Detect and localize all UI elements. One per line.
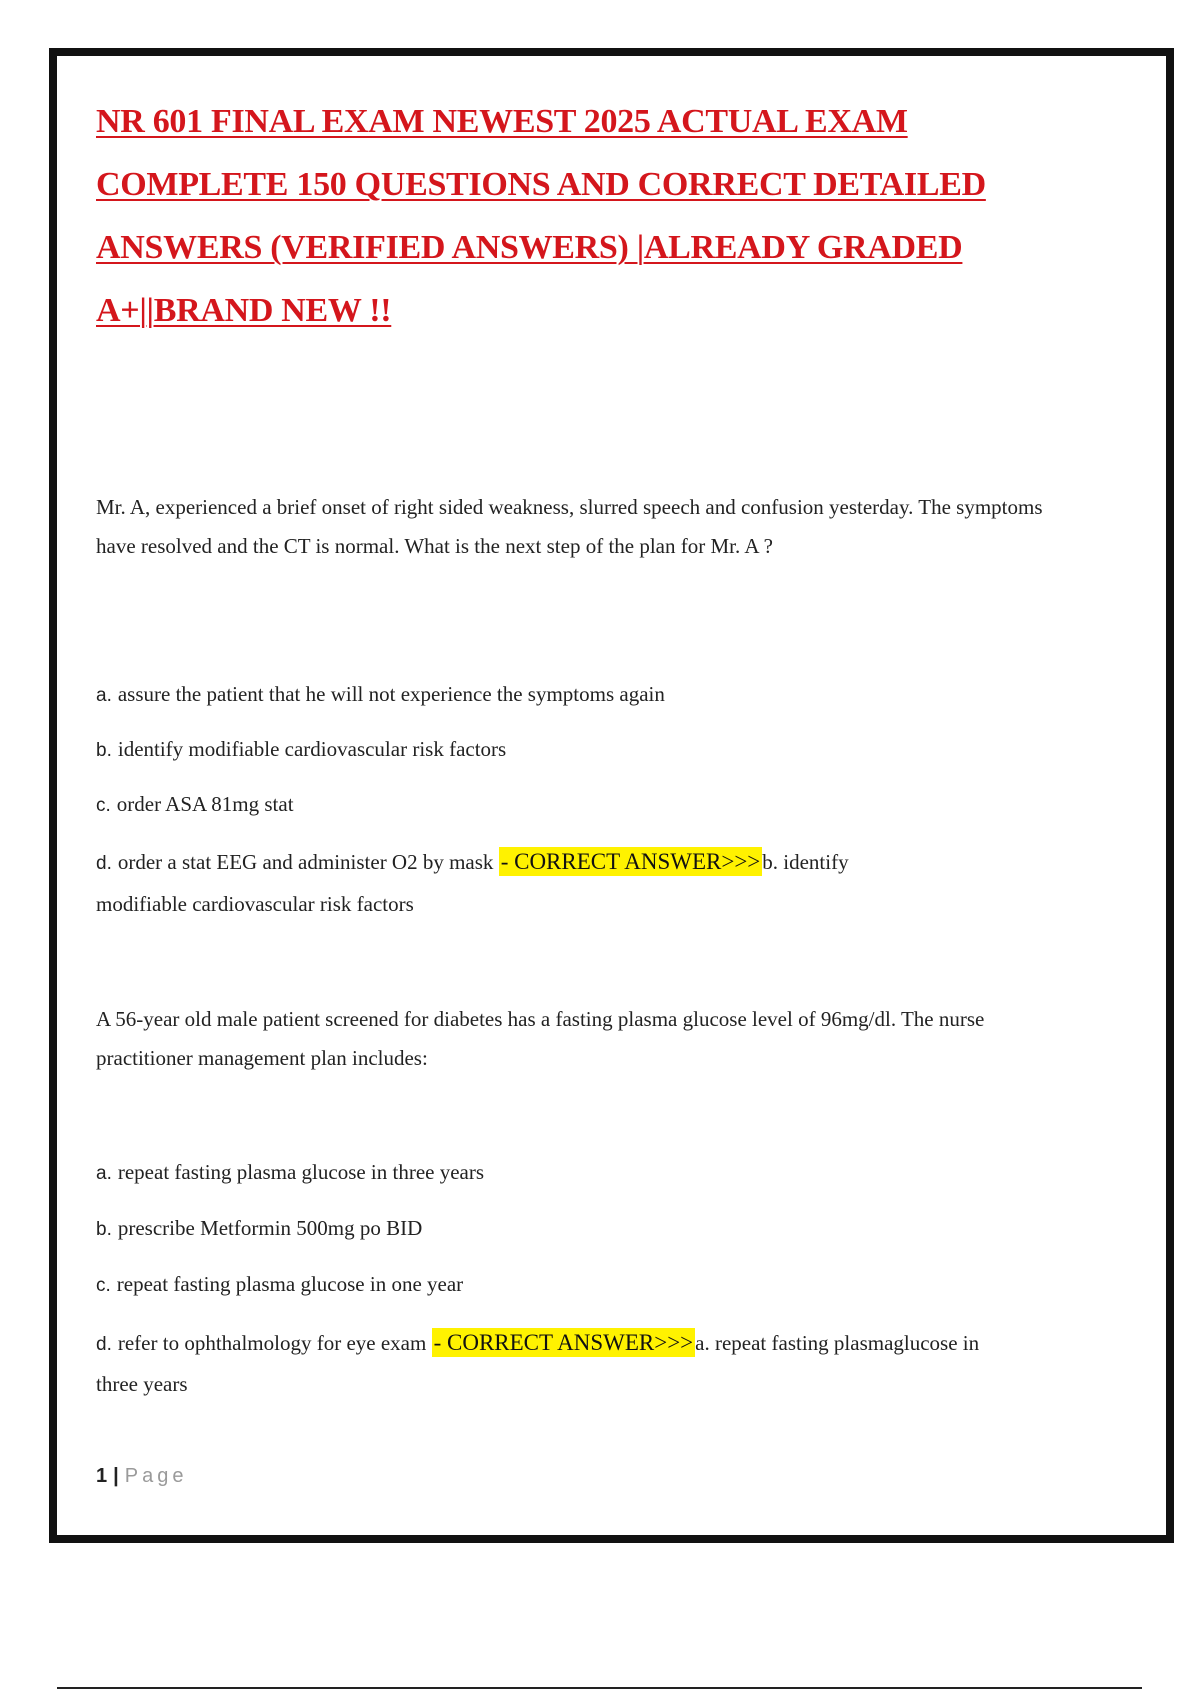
option-letter: d. — [96, 1334, 112, 1355]
option-letter: d. — [96, 853, 112, 874]
option-letter: c. — [96, 795, 111, 816]
document-title — [96, 90, 1046, 342]
option-letter: b. — [96, 740, 112, 761]
option-text: assure the patient that he will not experience the symptoms again — [117, 682, 665, 706]
correct-answer-highlight: - CORRECT ANSWER>>> — [500, 849, 761, 874]
page-footer — [96, 1465, 187, 1488]
question-1-text: Mr. A, experienced a brief onset of right sided weakness, slurred speech and confusion yesterday. The symptoms have resolved and the CT is normal. What is the next step of the plan for Mr. A ? — [96, 495, 1043, 558]
question-2-text: A 56-year old male patient screened for diabetes has a fasting plasma glucose level of 96mg/dl. The nurse practitioner management plan includes: — [96, 1007, 985, 1070]
option-letter: a. — [96, 685, 112, 706]
answer-text: a. repeat fasting plasmaglucose in — [695, 1331, 980, 1355]
title-line: COMPLETE 150 QUESTIONS AND CORRECT DETAILED — [96, 166, 986, 203]
page-number: 1 — [96, 1465, 108, 1487]
option-b — [96, 1216, 422, 1241]
option-d — [96, 849, 849, 875]
option-b — [96, 737, 506, 762]
bottom-rule — [57, 1687, 1142, 1689]
option-text: refer to ophthalmology for eye exam — [117, 1331, 432, 1355]
page-label: Page — [124, 1465, 188, 1487]
title-line: NR 601 FINAL EXAM NEWEST 2025 ACTUAL EXAM — [96, 103, 908, 140]
option-text: order a stat EEG and administer O2 by mask — [117, 850, 499, 874]
option-letter: b. — [96, 1219, 112, 1240]
option-a — [96, 1160, 484, 1185]
option-a — [96, 682, 665, 707]
option-text: identify modifiable cardiovascular risk factors — [117, 737, 507, 761]
footer-separator: | — [113, 1465, 119, 1487]
title-line: ANSWERS (VERIFIED ANSWERS) |ALREADY GRADED — [96, 229, 963, 266]
correct-answer-highlight: - CORRECT ANSWER>>> — [433, 1330, 694, 1355]
option-text: prescribe Metformin 500mg po BID — [117, 1216, 423, 1240]
option-letter: c. — [96, 1275, 111, 1296]
option-text: repeat fasting plasma glucose in one year — [116, 1272, 464, 1296]
answer-continuation: modifiable cardiovascular risk factors — [96, 892, 414, 916]
title-line: A+||BRAND NEW !! — [96, 292, 392, 329]
option-letter: a. — [96, 1163, 112, 1184]
answer-continuation: three years — [96, 1372, 188, 1396]
option-text: repeat fasting plasma glucose in three years — [117, 1160, 485, 1184]
option-c — [96, 792, 294, 817]
option-d — [96, 1330, 979, 1356]
option-c — [96, 1272, 463, 1297]
option-text: order ASA 81mg stat — [116, 792, 294, 816]
answer-text: b. identify — [762, 850, 849, 874]
